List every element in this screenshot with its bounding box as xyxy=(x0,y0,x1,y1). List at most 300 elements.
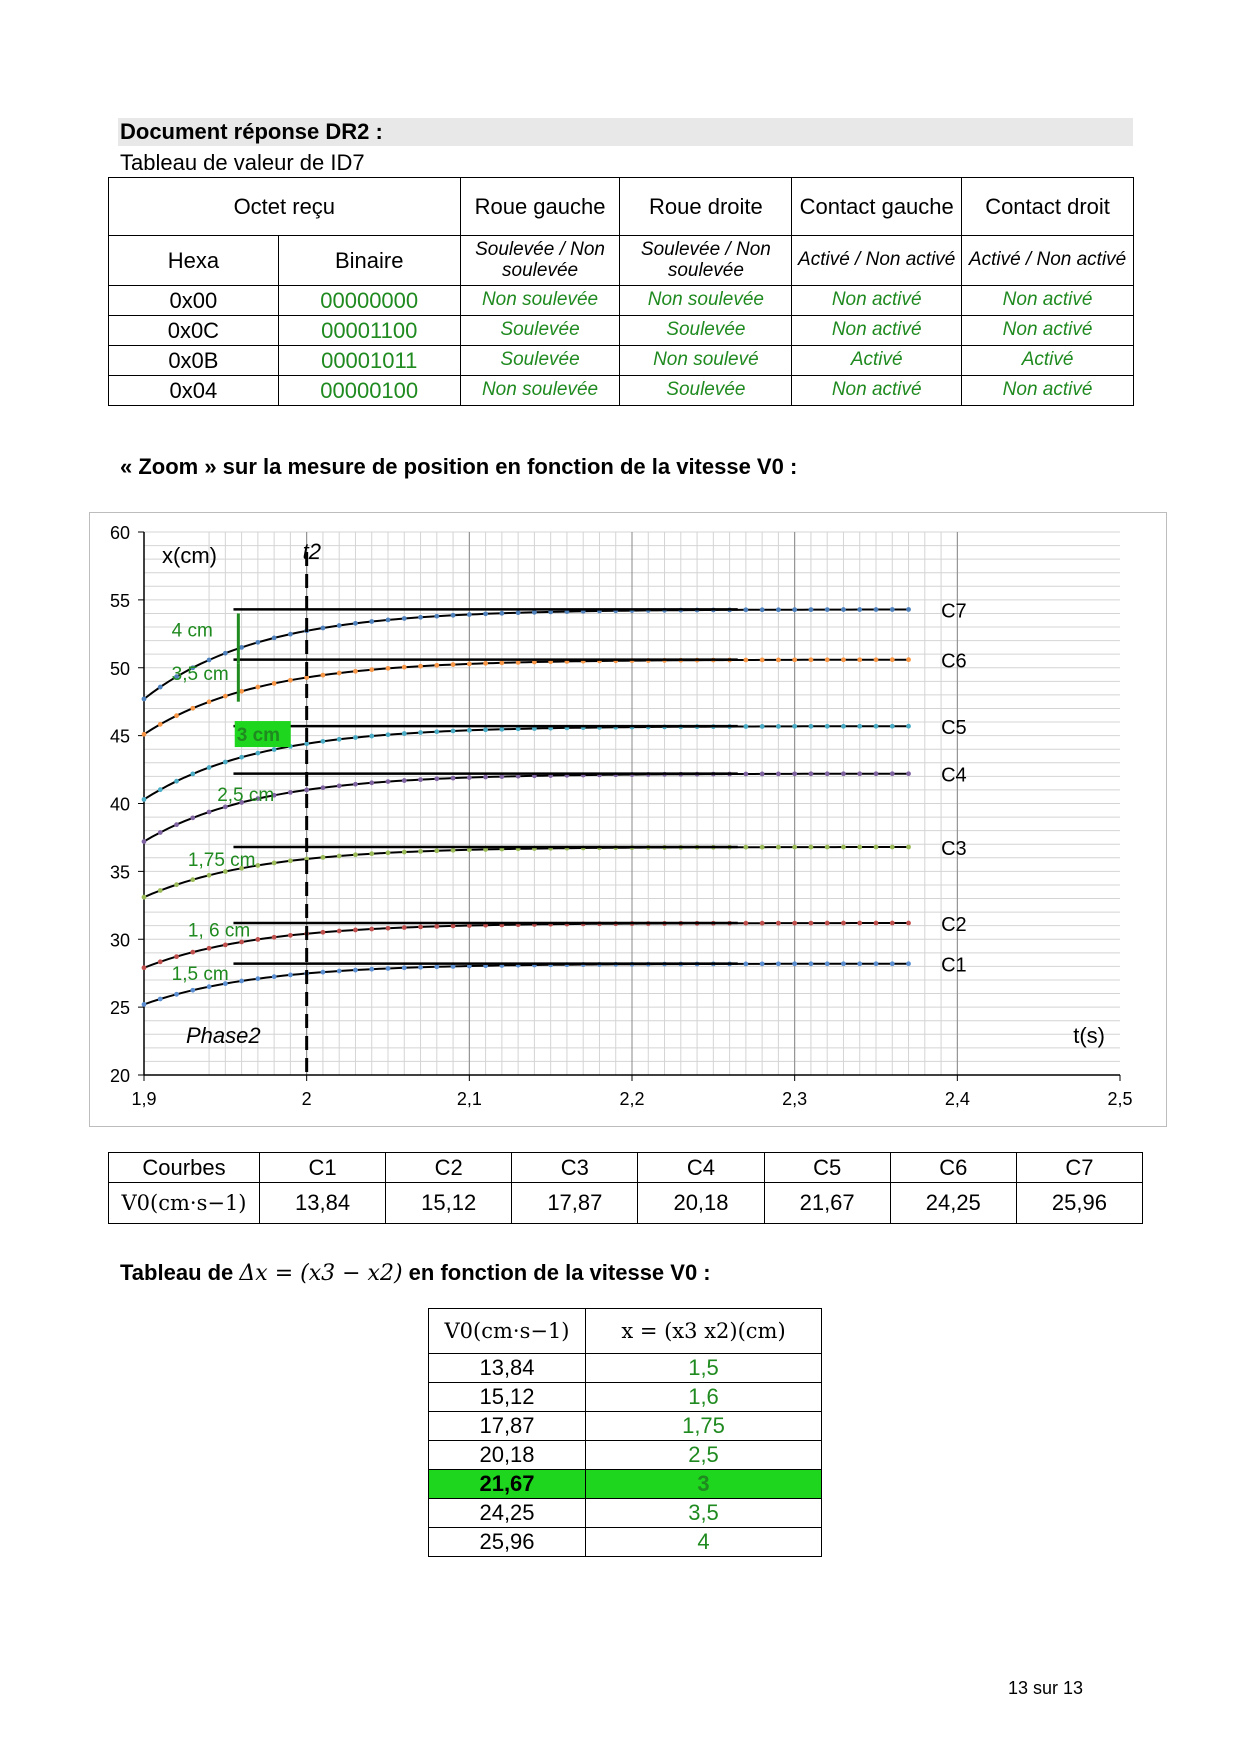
phase-label: Phase2 xyxy=(186,1023,261,1048)
cell-v0: 25,96 xyxy=(429,1528,586,1557)
curve-label: C2 xyxy=(941,913,967,936)
data-point xyxy=(890,724,895,729)
measure-label: 1,75 cm xyxy=(187,849,256,871)
data-point xyxy=(760,772,765,777)
data-point xyxy=(418,730,423,735)
cell-contact-gauche: Activé xyxy=(792,346,962,376)
data-point xyxy=(288,790,293,795)
data-point xyxy=(321,930,326,935)
data-point xyxy=(792,921,797,926)
sub-contact-gauche: Activé / Non activé xyxy=(792,236,962,286)
curve-label: C3 xyxy=(512,1153,638,1183)
table-row xyxy=(429,1499,822,1528)
data-point xyxy=(255,863,260,868)
cell-binaire: 00000100 xyxy=(278,376,460,406)
x-tick-label: 2,3 xyxy=(782,1089,808,1109)
data-point xyxy=(288,973,293,978)
data-point xyxy=(174,713,179,718)
data-point xyxy=(174,882,179,887)
data-point xyxy=(158,959,163,964)
data-point xyxy=(239,979,244,984)
position-chart xyxy=(90,513,1166,1126)
page-number: 13 sur 13 xyxy=(1008,1678,1084,1698)
document-heading: Document réponse DR2 : xyxy=(120,119,383,144)
data-point xyxy=(255,937,260,942)
data-point xyxy=(483,661,488,666)
v0-value: 13,84 xyxy=(260,1183,386,1224)
data-point xyxy=(174,822,179,827)
data-point xyxy=(451,662,456,667)
table-row-highlighted xyxy=(429,1470,822,1499)
data-point xyxy=(386,617,391,622)
data-point xyxy=(402,616,407,621)
table-row xyxy=(429,1441,822,1470)
data-point xyxy=(288,632,293,637)
data-point xyxy=(158,997,163,1002)
data-point xyxy=(890,961,895,966)
data-point xyxy=(825,921,830,926)
data-point xyxy=(142,1002,147,1007)
v0-value: 24,25 xyxy=(890,1183,1016,1224)
cell-hexa: 0x00 xyxy=(109,286,279,316)
data-point xyxy=(760,607,765,612)
data-point xyxy=(743,921,748,926)
data-point xyxy=(467,728,472,733)
data-point xyxy=(207,765,212,770)
data-point xyxy=(760,658,765,663)
data-point xyxy=(809,724,814,729)
data-point xyxy=(434,964,439,969)
cell-contact-gauche: Non activé xyxy=(792,376,962,406)
cell-dx: 1,6 xyxy=(586,1383,822,1412)
data-point xyxy=(272,974,277,979)
data-point xyxy=(857,771,862,776)
cell-v0: 15,12 xyxy=(429,1383,586,1412)
data-point xyxy=(483,611,488,616)
data-point xyxy=(825,657,830,662)
data-point xyxy=(792,961,797,966)
v0-value: 20,18 xyxy=(638,1183,764,1224)
data-point xyxy=(874,607,879,612)
data-point xyxy=(776,961,781,966)
cell-v0: 13,84 xyxy=(429,1354,586,1383)
data-point xyxy=(906,845,911,850)
delta-formula: Δx = (x3 − x2) xyxy=(239,1261,403,1286)
data-point xyxy=(499,611,504,616)
data-point xyxy=(158,888,163,893)
cell-v0: 17,87 xyxy=(429,1412,586,1441)
data-point xyxy=(402,850,407,855)
v0-label: V0(cm·s−1) xyxy=(109,1183,260,1224)
data-point xyxy=(825,771,830,776)
data-point xyxy=(190,950,195,955)
data-point xyxy=(857,657,862,662)
data-point xyxy=(386,850,391,855)
table-row xyxy=(109,346,1134,376)
data-point xyxy=(255,751,260,756)
data-point xyxy=(239,689,244,694)
data-point xyxy=(906,724,911,729)
data-point xyxy=(890,607,895,612)
cell-hexa: 0x0C xyxy=(109,316,279,346)
cell-contact-droit: Non activé xyxy=(962,286,1134,316)
data-point xyxy=(272,681,277,686)
data-point xyxy=(321,785,326,790)
cell-contact-droit: Activé xyxy=(962,346,1134,376)
chart-frame xyxy=(89,512,1167,1127)
data-point xyxy=(776,724,781,729)
curve-label: C4 xyxy=(941,764,967,787)
data-point xyxy=(451,613,456,618)
x-tick-label: 2 xyxy=(301,1089,312,1109)
y-tick-label: 20 xyxy=(109,1066,130,1086)
data-point xyxy=(304,741,309,746)
data-point xyxy=(874,724,879,729)
sub-roue-droite: Soulevée / Non soulevée xyxy=(620,236,792,286)
data-point xyxy=(874,657,879,662)
cell-roue-droite: Soulevée xyxy=(620,376,792,406)
data-point xyxy=(207,984,212,989)
cell-roue-gauche: Non soulevée xyxy=(460,286,620,316)
curve-label: C7 xyxy=(941,600,967,623)
data-point xyxy=(321,970,326,975)
data-point xyxy=(239,755,244,760)
data-point xyxy=(142,895,147,900)
data-point xyxy=(223,651,228,656)
data-point xyxy=(792,657,797,662)
measure-label: 3,5 cm xyxy=(171,663,229,685)
data-point xyxy=(890,771,895,776)
measure-label: 2,5 cm xyxy=(217,784,275,806)
data-point xyxy=(743,961,748,966)
y-tick-label: 50 xyxy=(109,658,130,679)
table-row xyxy=(109,316,1134,346)
data-point xyxy=(174,779,179,784)
table-row xyxy=(429,1383,822,1412)
data-point xyxy=(158,830,163,835)
t2-label: t2 xyxy=(302,539,322,564)
delta-table-title xyxy=(120,1260,711,1286)
delta-col-v0: V0(cm·s−1) xyxy=(429,1309,586,1354)
data-point xyxy=(207,873,212,878)
table-row xyxy=(429,1412,822,1441)
header-roue-droite: Roue droite xyxy=(620,178,792,236)
data-point xyxy=(337,854,342,859)
sub-roue-gauche: Soulevée / Non soulevée xyxy=(460,236,620,286)
cell-roue-droite: Non soulevé xyxy=(620,346,792,376)
y-tick-label: 40 xyxy=(109,794,130,815)
data-point xyxy=(857,961,862,966)
data-point xyxy=(451,848,456,853)
data-point xyxy=(743,845,748,850)
data-point xyxy=(434,776,439,781)
data-point xyxy=(451,924,456,929)
data-point xyxy=(776,771,781,776)
data-point xyxy=(353,928,358,933)
courbes-label: Courbes xyxy=(109,1153,260,1183)
data-point xyxy=(841,657,846,662)
delta-table xyxy=(428,1308,822,1557)
cell-contact-droit: Non activé xyxy=(962,316,1134,346)
data-point xyxy=(369,780,374,785)
y-tick-label: 45 xyxy=(109,726,130,747)
data-point xyxy=(369,667,374,672)
data-point xyxy=(418,965,423,970)
x-tick-label: 2,4 xyxy=(944,1089,970,1109)
header-contact-gauche: Contact gauche xyxy=(792,178,962,236)
cell-binaire: 00001100 xyxy=(278,316,460,346)
data-point xyxy=(190,988,195,993)
data-point xyxy=(499,660,504,665)
data-point xyxy=(353,735,358,740)
data-point xyxy=(841,961,846,966)
data-point xyxy=(434,848,439,853)
data-point xyxy=(386,732,391,737)
data-point xyxy=(142,732,147,737)
cell-binaire: 00001011 xyxy=(278,346,460,376)
cell-contact-gauche: Non activé xyxy=(792,286,962,316)
data-point xyxy=(207,810,212,815)
data-point xyxy=(223,694,228,699)
data-point xyxy=(890,921,895,926)
data-point xyxy=(825,724,830,729)
curve-c2 xyxy=(144,920,909,968)
data-point xyxy=(353,669,358,674)
curve-label: C5 xyxy=(941,717,967,740)
table-row xyxy=(109,376,1134,406)
cell-dx: 3,5 xyxy=(586,1499,822,1528)
cell-dx: 1,5 xyxy=(586,1354,822,1383)
data-point xyxy=(337,969,342,974)
data-point xyxy=(776,921,781,926)
v0-table xyxy=(108,1152,1143,1224)
data-point xyxy=(825,961,830,966)
cell-dx: 1,75 xyxy=(586,1412,822,1441)
data-point xyxy=(337,783,342,788)
data-point xyxy=(467,612,472,617)
delta-title-prefix: Tableau de xyxy=(120,1260,234,1285)
data-point xyxy=(809,961,814,966)
data-point xyxy=(792,845,797,850)
delta-title-suffix: en fonction de la vitesse V0 : xyxy=(408,1260,711,1285)
data-point xyxy=(174,992,179,997)
data-point xyxy=(906,771,911,776)
data-point xyxy=(190,706,195,711)
y-axis-label: x(cm) xyxy=(162,543,217,568)
data-point xyxy=(158,722,163,727)
data-point xyxy=(158,787,163,792)
data-point xyxy=(353,782,358,787)
cell-v0: 20,18 xyxy=(429,1441,586,1470)
data-point xyxy=(272,861,277,866)
data-point xyxy=(142,797,147,802)
data-point xyxy=(369,927,374,932)
data-point xyxy=(743,658,748,663)
data-point xyxy=(321,855,326,860)
data-point xyxy=(239,645,244,650)
data-point xyxy=(451,729,456,734)
data-point xyxy=(207,699,212,704)
x-tick-label: 2,5 xyxy=(1107,1089,1133,1109)
data-point xyxy=(418,849,423,854)
data-point xyxy=(369,851,374,856)
cell-dx: 3 xyxy=(586,1470,822,1499)
data-point xyxy=(272,747,277,752)
data-point xyxy=(434,729,439,734)
data-point xyxy=(434,614,439,619)
data-point xyxy=(353,968,358,973)
data-point xyxy=(369,734,374,739)
data-point xyxy=(483,727,488,732)
data-point xyxy=(402,778,407,783)
curve-label: C4 xyxy=(638,1153,764,1183)
data-point xyxy=(890,845,895,850)
data-point xyxy=(255,640,260,645)
data-point xyxy=(288,933,293,938)
data-point xyxy=(353,852,358,857)
data-point xyxy=(337,671,342,676)
table-row xyxy=(429,1354,822,1383)
data-point xyxy=(369,619,374,624)
data-point xyxy=(386,779,391,784)
v0-value: 25,96 xyxy=(1016,1183,1142,1224)
measure-label: 4 cm xyxy=(171,620,213,642)
data-point xyxy=(483,775,488,780)
cell-hexa: 0x04 xyxy=(109,376,279,406)
data-point xyxy=(809,921,814,926)
data-point xyxy=(255,685,260,690)
data-point xyxy=(207,946,212,951)
data-point xyxy=(451,776,456,781)
cell-roue-gauche: Soulevée xyxy=(460,316,620,346)
data-point xyxy=(223,942,228,947)
data-point xyxy=(906,961,911,966)
v0-value: 15,12 xyxy=(386,1183,512,1224)
measure-label: 1, 6 cm xyxy=(187,920,251,942)
data-point xyxy=(272,935,277,940)
data-point xyxy=(402,665,407,670)
curve-label: C1 xyxy=(260,1153,386,1183)
data-point xyxy=(874,961,879,966)
cell-roue-droite: Soulevée xyxy=(620,316,792,346)
delta-col-dx: x = (x3 x2)(cm) xyxy=(586,1309,822,1354)
data-point xyxy=(174,954,179,959)
data-point xyxy=(434,924,439,929)
cell-roue-droite: Non soulevée xyxy=(620,286,792,316)
data-point xyxy=(857,921,862,926)
header-hexa: Hexa xyxy=(109,236,279,286)
data-point xyxy=(386,966,391,971)
data-point xyxy=(207,658,212,663)
data-point xyxy=(467,775,472,780)
data-point xyxy=(841,921,846,926)
data-point xyxy=(874,921,879,926)
y-tick-label: 25 xyxy=(109,998,130,1019)
data-point xyxy=(874,845,879,850)
id7-table xyxy=(108,177,1134,406)
data-point xyxy=(743,772,748,777)
cell-contact-droit: Non activé xyxy=(962,376,1134,406)
data-point xyxy=(792,607,797,612)
data-point xyxy=(353,621,358,626)
cell-hexa: 0x0B xyxy=(109,346,279,376)
table-caption: Tableau de valeur de ID7 xyxy=(120,150,365,175)
data-point xyxy=(142,965,147,970)
data-point xyxy=(272,636,277,641)
data-point xyxy=(809,607,814,612)
data-point xyxy=(190,771,195,776)
y-tick-label: 55 xyxy=(109,590,130,611)
data-point xyxy=(321,739,326,744)
data-point xyxy=(874,771,879,776)
data-point xyxy=(841,724,846,729)
data-point xyxy=(809,845,814,850)
data-point xyxy=(809,771,814,776)
data-point xyxy=(516,610,521,615)
data-point xyxy=(288,678,293,683)
header-octet-recu: Octet reçu xyxy=(109,178,461,236)
curve-label: C6 xyxy=(941,650,967,673)
data-point xyxy=(190,815,195,820)
data-point xyxy=(776,607,781,612)
curve-label: C2 xyxy=(386,1153,512,1183)
table-row xyxy=(109,286,1134,316)
data-point xyxy=(418,615,423,620)
data-point xyxy=(857,607,862,612)
header-contact-droit: Contact droit xyxy=(962,178,1134,236)
data-point xyxy=(223,760,228,765)
data-point xyxy=(776,845,781,850)
v0-value: 21,67 xyxy=(764,1183,890,1224)
data-point xyxy=(418,925,423,930)
x-tick-label: 1,9 xyxy=(131,1089,157,1109)
curve-label: C6 xyxy=(890,1153,1016,1183)
cell-roue-gauche: Soulevée xyxy=(460,346,620,376)
data-point xyxy=(776,657,781,662)
data-point xyxy=(337,929,342,934)
curve-label: C1 xyxy=(941,954,967,977)
data-point xyxy=(743,607,748,612)
header-roue-gauche: Roue gauche xyxy=(460,178,620,236)
data-point xyxy=(841,845,846,850)
data-point xyxy=(434,663,439,668)
data-point xyxy=(499,727,504,732)
cell-contact-gauche: Non activé xyxy=(792,316,962,346)
cell-dx: 2,5 xyxy=(586,1441,822,1470)
cell-roue-gauche: Non soulevée xyxy=(460,376,620,406)
curve-c1 xyxy=(144,964,909,1005)
data-point xyxy=(386,926,391,931)
cell-v0: 21,67 xyxy=(429,1470,586,1499)
data-point xyxy=(402,925,407,930)
data-point xyxy=(321,626,326,631)
curve-label: C5 xyxy=(764,1153,890,1183)
data-point xyxy=(386,666,391,671)
data-point xyxy=(321,673,326,678)
data-point xyxy=(792,771,797,776)
data-point xyxy=(743,724,748,729)
data-point xyxy=(809,657,814,662)
y-tick-label: 30 xyxy=(109,930,130,951)
curve-label: C7 xyxy=(1016,1153,1142,1183)
data-point xyxy=(841,771,846,776)
data-point xyxy=(792,724,797,729)
sub-contact-droit: Activé / Non activé xyxy=(962,236,1134,286)
data-point xyxy=(825,607,830,612)
chart-title: « Zoom » sur la mesure de position en fonction de la vitesse V0 : xyxy=(120,454,798,479)
data-point xyxy=(760,845,765,850)
cell-dx: 4 xyxy=(586,1528,822,1557)
